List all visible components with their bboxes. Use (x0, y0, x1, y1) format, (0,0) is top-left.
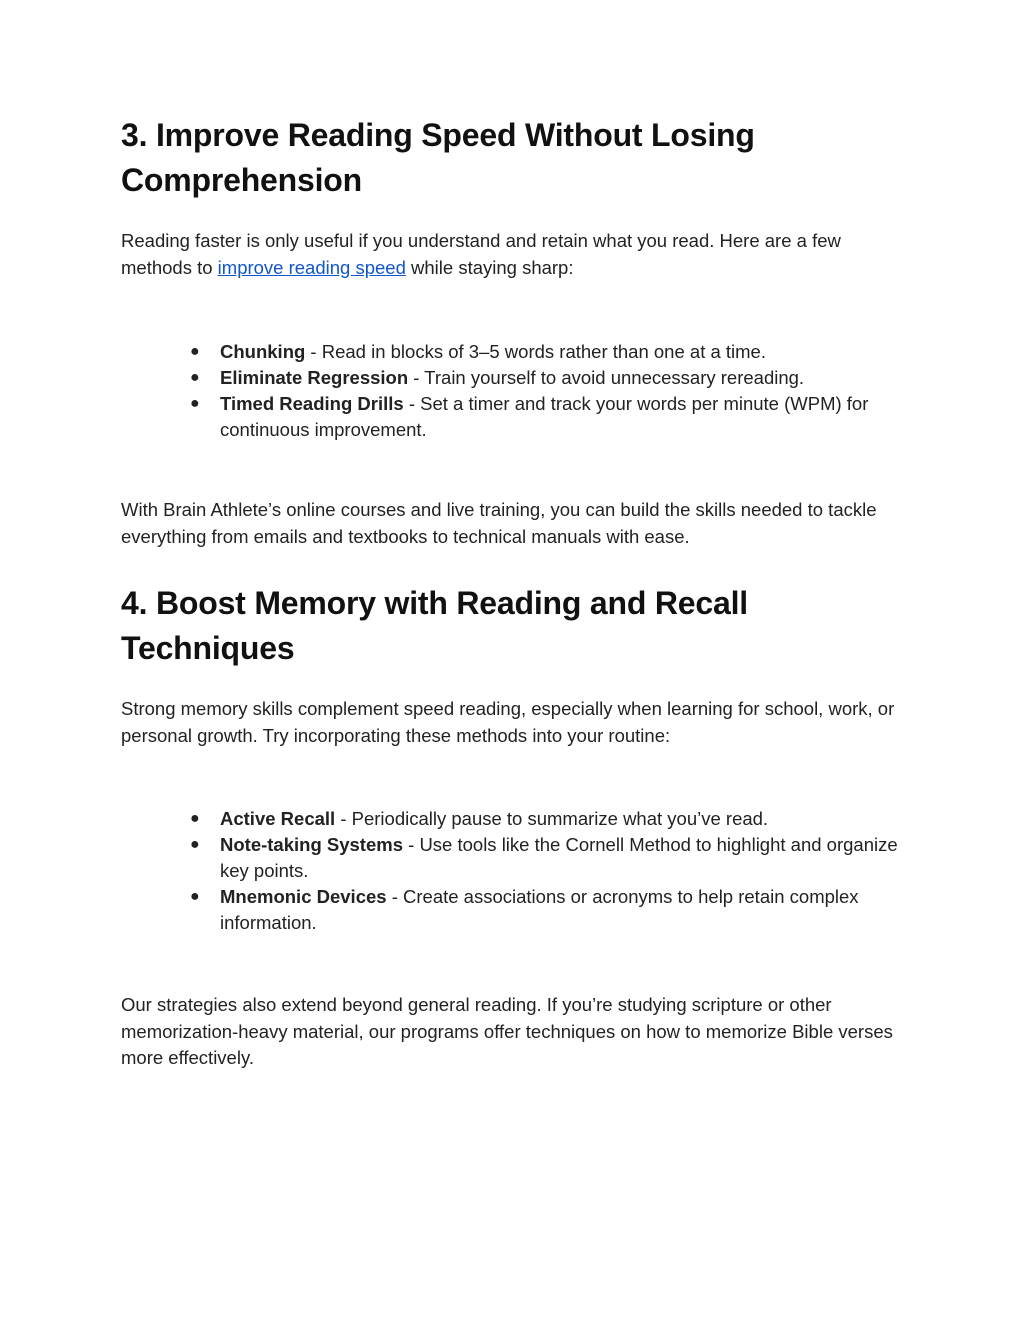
list-item-desc: - Periodically pause to summarize what you’ve read. (335, 808, 769, 829)
list-item-desc: - Use tools like the Cornell Method to highlight and organize key points. (220, 834, 898, 881)
list-item-desc: - Create associations or acronyms to help retain complex information. (220, 886, 859, 933)
list-item-term: Mnemonic Devices (220, 886, 387, 907)
improve-reading-speed-link[interactable]: improve reading speed (217, 256, 406, 278)
section-4-intro: Strong memory skills complement speed reading, especially when learning for school, work, or personal growth. Try incorporating these methods into your routine: (121, 698, 895, 746)
list-item-term: Active Recall (220, 808, 336, 829)
section-3-closing: With Brain Athlete’s online courses and live training, you can build the skills needed to tackle everything from emails and textbooks to technical manuals with ease. (121, 499, 877, 547)
list-item-desc: - Read in blocks of 3–5 words rather than one at a time. (305, 341, 766, 362)
section-3-intro-text: Reading faster is only useful if you understand and retain what you read. Here are a few methods to (121, 230, 841, 278)
list-item (190, 832, 911, 884)
section-4-heading: 4. Boost Memory with Reading and Recall Techniques (121, 585, 748, 666)
section-3-list (121, 339, 911, 443)
bullet-icon: ● (190, 810, 200, 827)
list-item (190, 365, 911, 391)
section-4-list (121, 806, 911, 936)
list-item (190, 391, 911, 443)
bullet-icon: ● (190, 836, 200, 853)
section-3-intro-text-end: while staying sharp: (405, 256, 574, 278)
section-3-intro (121, 228, 911, 281)
bullet-icon: ● (190, 369, 200, 386)
list-item-term: Note-taking Systems (220, 834, 403, 855)
section-4-closing: Our strategies also extend beyond general reading. If you’re studying scripture or other memorization-heavy material, our programs offer techniques on how to memorize Bible verses more effectively. (121, 994, 893, 1068)
list-item (190, 884, 911, 936)
section-3-heading: 3. Improve Reading Speed Without Losing Comprehension (121, 117, 755, 198)
list-item-term: Eliminate Regression (220, 367, 409, 388)
bullet-icon: ● (190, 343, 200, 360)
list-item-desc: - Train yourself to avoid unnecessary rereading. (408, 367, 805, 388)
list-item-term: Chunking (220, 341, 306, 362)
bullet-icon: ● (190, 395, 200, 412)
bullet-icon: ● (190, 888, 200, 905)
list-item-term: Timed Reading Drills (220, 393, 404, 414)
list-item (190, 339, 911, 365)
list-item-desc: - Set a timer and track your words per minute (WPM) for continuous improvement. (220, 393, 869, 440)
list-item (190, 806, 911, 832)
